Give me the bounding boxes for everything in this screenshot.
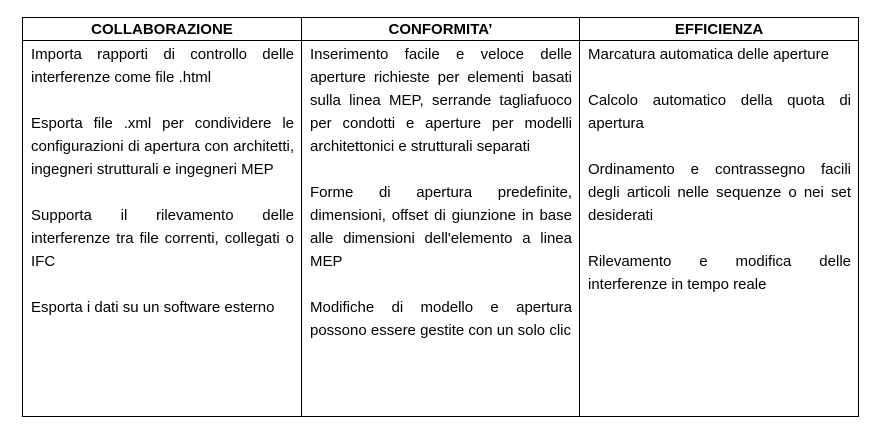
content-row (23, 41, 859, 417)
features-table (22, 17, 859, 417)
header-conformita: CONFORMITA’ (302, 18, 580, 41)
collaborazione-cell (23, 41, 302, 417)
feature-item: Esporta i dati su un software esterno (31, 299, 275, 316)
feature-item: Calcolo automatico della quota di apertura (588, 92, 851, 132)
feature-item: Modifiche di modello e apertura possono essere gestite con un solo clic (310, 299, 572, 339)
conformita-cell (302, 41, 580, 417)
header-row (23, 18, 859, 41)
header-collaborazione: COLLABORAZIONE (23, 18, 302, 41)
feature-item: Marcatura automatica delle aperture (588, 46, 829, 63)
feature-item: Ordinamento e contrassegno facili degli articoli nelle sequenze o nei set desiderati (588, 161, 851, 224)
header-efficienza: EFFICIENZA (580, 18, 859, 41)
feature-item: Inserimento facile e veloce delle aperture richieste per elementi basati sulla linea MEP, serrande tagliafuoco per condotti e aperture per modelli architettonici e strutturali separati (310, 46, 572, 155)
feature-item: Supporta il rilevamento delle interferenze tra file correnti, collegati o IFC (31, 207, 294, 270)
efficienza-cell (580, 41, 859, 417)
feature-item: Esporta file .xml per condividere le configurazioni di apertura con architetti, ingegneri strutturali e ingegneri MEP (31, 115, 294, 178)
feature-item: Rilevamento e modifica delle interferenze in tempo reale (588, 253, 851, 293)
feature-item: Importa rapporti di controllo delle interferenze come file .html (31, 46, 294, 86)
feature-item: Forme di apertura predefinite, dimensioni, offset di giunzione in base alle dimensioni dell'elemento a linea MEP (310, 184, 572, 270)
